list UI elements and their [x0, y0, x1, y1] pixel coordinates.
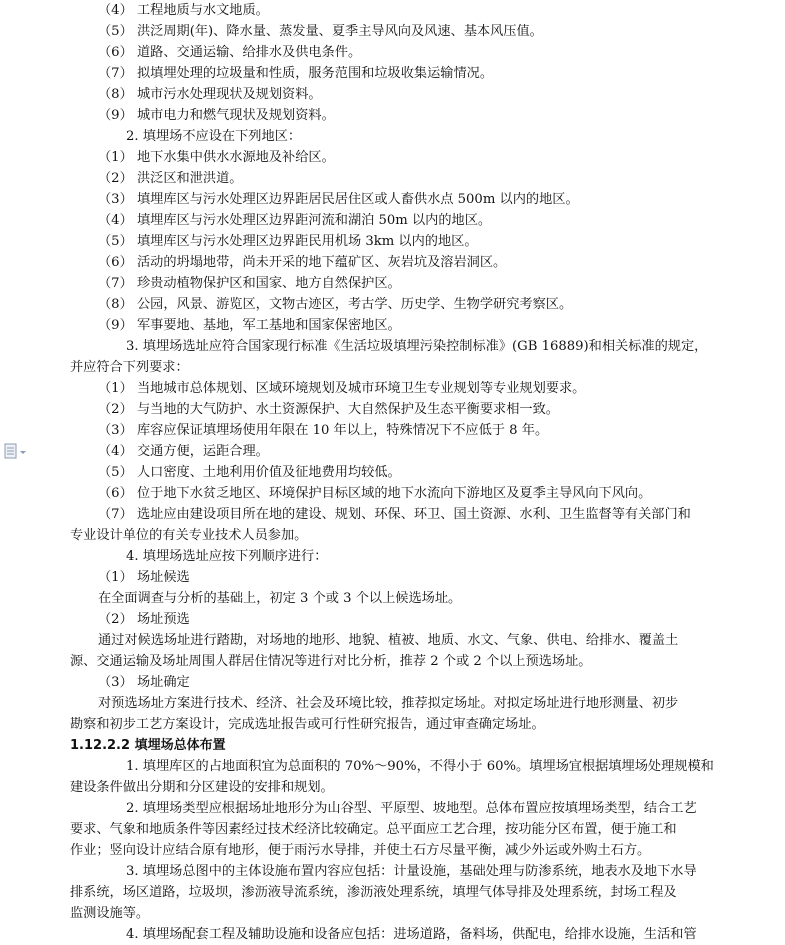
text-line: 要求、气象和地质条件等因素经过技术经济比较确定。总平面应工艺合理，按功能分区布置，便于施工和 — [70, 822, 677, 837]
text-line: 专业设计单位的有关专业技术人员参加。 — [70, 528, 308, 543]
text-line: 4. 填埋场选址应按下列顺序进行： — [126, 549, 328, 564]
text-line: （6） 道路、交通运输、给排水及供电条件。 — [98, 45, 362, 60]
text-line: （3） 库容应保证填埋场使用年限在 10 年以上，特殊情况下不应低于 8 年。 — [98, 423, 549, 438]
text-line: 4. 填埋场配套工程及辅助设施和设备应包括：进场道路，备料场，供配电，给排水设施，生活和管 — [126, 927, 697, 942]
text-line: （1） 当地城市总体规划、区域环境规划及城市环境卫生专业规划等专业规划要求。 — [98, 381, 586, 396]
text-line: （8） 城市污水处理现状及规划资料。 — [98, 87, 322, 102]
text-line: （5） 人口密度、土地利用价值及征地费用均较低。 — [98, 465, 401, 480]
text-line: （4） 填埋库区与污水处理区边界距河流和湖泊 50m 以内的地区。 — [98, 213, 492, 228]
text-line: （7） 珍贵动植物保护区和国家、地方自然保护区。 — [98, 276, 401, 291]
text-line: 3. 填埋场选址应符合国家现行标准《生活垃圾填埋污染控制标准》(GB 16889)和相关标准的规定， — [126, 339, 708, 354]
text-line: （5） 洪泛周期(年)、降水量、蒸发量、夏季主导风向及风速、基本风压值。 — [98, 24, 543, 39]
text-line: 建设条件做出分期和分区建设的安排和规划。 — [70, 780, 334, 795]
text-line: 监测设施等。 — [70, 906, 150, 921]
text-line: （7） 拟填埋处理的垃圾量和性质，服务范围和垃圾收集运输情况。 — [98, 66, 494, 81]
text-line: （3） 场址确定 — [98, 675, 190, 690]
text-line: 2. 填埋场类型应根据场址地形分为山谷型、平原型、坡地型。总体布置应按填埋场类型，结合工艺 — [126, 801, 697, 816]
text-line: （6） 位于地下水贫乏地区、环境保护目标区域的地下水流向下游地区及夏季主导风向下风向。 — [98, 486, 652, 501]
text-line: （9） 城市电力和燃气现状及规划资料。 — [98, 108, 335, 123]
text-line: 2. 填埋场不应设在下列地区： — [126, 129, 302, 144]
text-line: （7） 选址应由建设项目所在地的建设、规划、环保、环卫、国土资源、水利、卫生监督等有关部门和 — [98, 507, 691, 522]
text-line: （9） 军事要地、基地，军工基地和国家保密地区。 — [98, 318, 401, 333]
text-line: 排系统，场区道路，垃圾坝，渗沥液导流系统，渗沥液处理系统，填埋气体导排及处理系统，封场工程及 — [70, 885, 677, 900]
text-line: 勘察和初步工艺方案设计，完成选址报告或可行性研究报告，通过审查确定场址。 — [70, 717, 545, 732]
text-line: （4） 交通方便，运距合理。 — [98, 444, 269, 459]
text-line: （1） 场址候选 — [98, 570, 190, 585]
text-line: 作业；竖向设计应结合原有地形，便于雨污水导排，并使土石方尽量平衡，减少外运或外购土石方。 — [70, 843, 651, 858]
text-line: （1） 地下水集中供水水源地及补给区。 — [98, 150, 335, 165]
text-line: （5） 填埋库区与污水处理区边界距民用机场 3km 以内的地区。 — [98, 234, 478, 249]
text-line: 在全面调查与分析的基础上，初定 3 个或 3 个以上候选场址。 — [98, 591, 462, 606]
text-line: （2） 与当地的大气防护、水土资源保护、大自然保护及生态平衡要求相一致。 — [98, 402, 559, 417]
text-line: 并应符合下列要求： — [70, 360, 189, 375]
text-line: （4） 工程地质与水文地质。 — [98, 3, 269, 18]
text-line: 通过对候选场址进行踏勘，对场地的地形、地貌、植被、地质、水文、气象、供电、给排水、覆盖土 — [98, 633, 679, 648]
text-line: 3. 填埋场总图中的主体设施布置内容应包括：计量设施，基础处理与防渗系统，地表水及地下水导 — [126, 864, 697, 879]
text-line: 源、交通运输及场址周围人群居住情况等进行对比分析，推荐 2 个或 2 个以上预选场址。 — [70, 654, 592, 669]
text-line: 对预选场址方案进行技术、经济、社会及环境比较，推荐拟定场址。对拟定场址进行地形测量、初步 — [98, 696, 679, 711]
text-line: （2） 洪泛区和泄洪道。 — [98, 171, 243, 186]
document-dropdown-icon[interactable] — [4, 443, 30, 461]
text-line: （8） 公园，风景、游览区，文物古迹区，考古学、历史学、生物学研究考察区。 — [98, 297, 573, 312]
text-line: （2） 场址预选 — [98, 612, 190, 627]
text-line: 1. 填埋库区的占地面积宜为总面积的 70%～90%，不得小于 60%。填埋场宜根据填埋场处理规模和 — [126, 759, 714, 774]
text-line: （6） 活动的坍塌地带，尚未开采的地下蕴矿区、灰岩坑及溶岩洞区。 — [98, 255, 507, 270]
text-line: （3） 填埋库区与污水处理区边界距居民居住区或人畜供水点 500m 以内的地区。 — [98, 192, 579, 207]
section-heading: 1.12.2.2 填埋场总体布置 — [70, 738, 226, 753]
